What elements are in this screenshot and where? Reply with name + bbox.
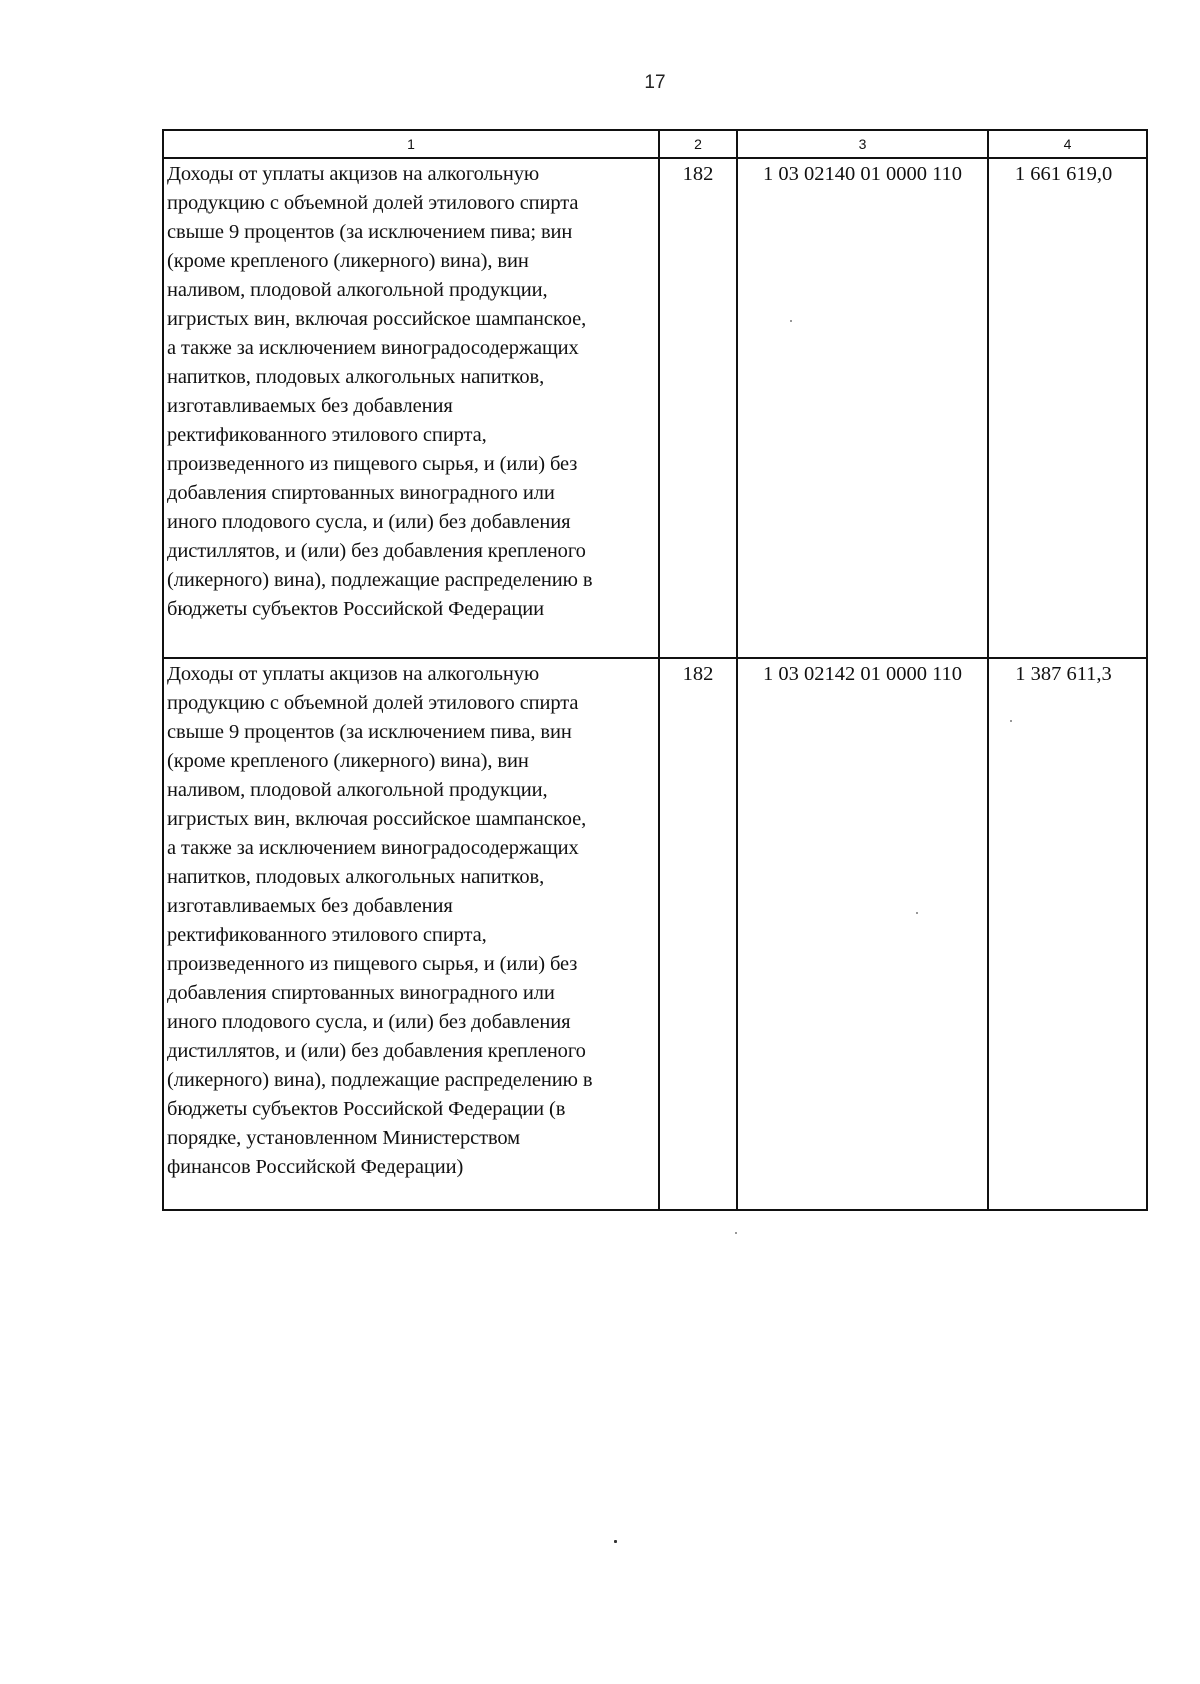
class-code-cell — [737, 158, 988, 658]
income-description: Доходы от уплаты акцизов на алкогольную продукцию с объемной долей этилового спирта свыше 9 процентов (за исключением пива; вин (кроме крепленого (ликерного) вина), вин наливом, плодовой алкогольной продукции, игристых вин, включая российское шампанское, а также за исключением виноградосодержащих напитков, плодовых алкогольных напитков, изготавливаемых без добавления ректификованного этилового спирта, произведенного из пищевого сырья, и (или) без добавления спиртованных виноградного или иного плодового сусла, и (или) без добавления дистиллятов, и (или) без добавления крепленого (ликерного) вина), подлежащие распределению в бюджеты субъектов Российской Федерации — [167, 163, 593, 620]
admin-code: 182 — [682, 663, 714, 685]
description-cell — [163, 158, 659, 658]
admin-code-cell — [659, 658, 737, 1210]
class-code-cell — [737, 658, 988, 1210]
budget-class-code: 1 03 02142 01 0000 110 — [762, 663, 963, 685]
description-cell — [163, 658, 659, 1210]
income-description: Доходы от уплаты акцизов на алкогольную продукцию с объемной долей этилового спирта свыше 9 процентов (за исключением пива, вин (кроме крепленого (ликерного) вина), вин наливом, плодовой алкогольной продукции, игристых вин, включая российское шампанское, а также за исключением виноградосодержащих напитков, плодовых алкогольных напитков, изготавливаемых без добавления ректификованного этилового спирта, произведенного из пищевого сырья, и (или) без добавления спиртованных виноградного или иного плодового сусла, и (или) без добавления дистиллятов, и (или) без добавления крепленого (ликерного) вина), подлежащие распределению в бюджеты субъектов Российской Федерации (в порядке, установленном Министерством финансов Российской Федерации) — [167, 663, 593, 1178]
table-row — [163, 158, 1147, 658]
amount-cell — [988, 658, 1147, 1210]
column-header-2: 2 — [659, 130, 737, 158]
admin-code-cell — [659, 158, 737, 658]
revenue-table — [162, 129, 1148, 1211]
scan-speck — [916, 912, 918, 914]
column-header-3: 3 — [737, 130, 988, 158]
column-header-4: 4 — [988, 130, 1147, 158]
scan-speck — [735, 1232, 737, 1234]
table-header-row — [163, 130, 1147, 158]
budget-class-code: 1 03 02140 01 0000 110 — [762, 163, 963, 185]
scan-speck — [614, 1540, 617, 1543]
scan-speck — [790, 320, 792, 322]
admin-code: 182 — [682, 163, 714, 185]
table-row — [163, 658, 1147, 1210]
amount-value: 1 387 611,3 — [1015, 663, 1112, 685]
scan-speck — [1010, 720, 1012, 722]
amount-cell — [988, 158, 1147, 658]
page-number: 17 — [644, 72, 666, 93]
amount-value: 1 661 619,0 — [1014, 163, 1113, 185]
column-header-1: 1 — [163, 130, 659, 158]
